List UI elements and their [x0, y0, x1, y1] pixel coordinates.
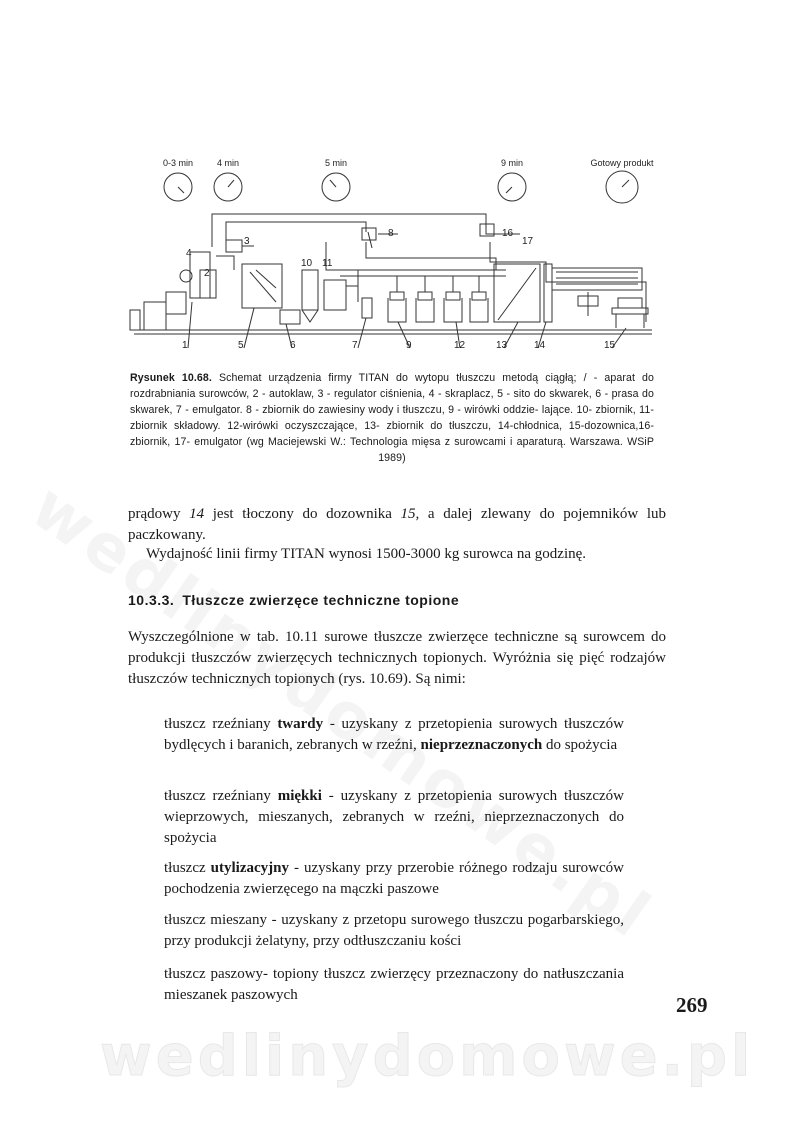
figure-caption: [130, 370, 654, 466]
section-number: 10.3.3.: [128, 592, 175, 608]
list-item: tłuszcz paszowy- topiony tłuszcz zwierzęcy przeznaczony do natłuszczania mieszanek paszowych: [164, 966, 624, 1003]
callout-3: 3: [244, 236, 250, 247]
gauge-label-2: 4 min: [216, 158, 240, 168]
paragraph-capacity: Wydajność linii firmy TITAN wynosi 1500-3000 kg surowca na godzinę.: [146, 546, 587, 562]
centrifuges: [362, 276, 488, 322]
ref-15: 15,: [400, 506, 420, 522]
caption-line-2: rozdrabniania surowców, 2 - autoklaw, 3 - regulator ciśnienia, 4 - skraplacz, 5 - sito do skwarek,: [130, 388, 592, 400]
section-title: Tłuszcze zwierzęce techniczne topione: [182, 592, 460, 608]
section-heading: [128, 592, 459, 608]
gauge-label-1: 0-3 min: [162, 158, 194, 168]
callout-4: 4: [186, 248, 192, 259]
list-item: tłuszcz utylizacyjny - uzyskany przy przerobie różnego rodzaju surowców pochodzenia zwierzęcego na mączki paszowe: [164, 860, 624, 897]
callout-9: 9: [406, 340, 412, 351]
watermark-bottom: wedlinydomowe.pl: [100, 1024, 755, 1089]
gauge-label-4: 9 min: [500, 158, 524, 168]
callout-10: 10: [301, 258, 313, 269]
callout-16: 16: [502, 228, 514, 239]
caption-line-3: 6 - prasa do skwarek, 7 - emulgator. 8 - zbiornik do zawiesiny wody i tłuszczu, 9 - wirówki oddzie-: [130, 388, 655, 416]
caption-line-1: Schemat urządzenia firmy TITAN do wytopu tłuszczu metodą ciągłą; / - aparat do: [218, 372, 654, 384]
callout-15: 15: [604, 340, 616, 351]
callout-5: 5: [238, 340, 244, 351]
paragraph-intro: Wyszczególnione w tab. 10.11 surowe tłuszcze zwierzęce techniczne są surowcem do produkcji tłuszczów zwierzęcych technicznych topionych. Wyróżnia się pięć rodzajów tłuszczów technicznych topionych (rys. 10.69). Są nimi:: [128, 629, 666, 687]
list-item: tłuszcz rzeźniany miękki - uzyskany z przetopienia surowych tłuszczów wieprzowych, mieszanych, zebranych w rzeźni, nieprzeznaczonych do spożycia: [164, 788, 624, 846]
callout-1: 1: [182, 340, 188, 351]
list-item: tłuszcz rzeźniany twardy - uzyskany z przetopienia surowych tłuszczów bydlęcych i baranich, zebranych w rzeźni, nieprzeznaczonych do spożycia: [164, 716, 624, 753]
caption-label: Rysunek 10.68.: [130, 372, 212, 384]
gauge-label-5: Gotowy produkt: [590, 158, 654, 168]
callout-13: 13: [496, 340, 508, 351]
caption-line-4: lające. 10- zbiornik, 11- zbiornik składowy. 12-wirówki oczyszczające, 13- zbiornik do tłuszczu,: [130, 404, 655, 432]
callout-6: 6: [290, 340, 296, 351]
list-item: tłuszcz mieszany - uzyskany z przetopu surowego tłuszczu pogarbarskiego, przy produkcji żelatyny, przy odtłuszczaniu kości: [164, 912, 624, 949]
callout-2: 2: [204, 268, 210, 279]
callout-14: 14: [534, 340, 546, 351]
callout-8: 8: [388, 228, 394, 239]
callout-17: 17: [522, 236, 534, 247]
gauge-label-3: 5 min: [324, 158, 348, 168]
callout-11: 11: [322, 258, 333, 269]
caption-line-5: 14-chłodnica, 15-dozownica,16-zbiornik, 17- emulgator (wg Maciejewski W.: Technologia mięsa: [130, 420, 654, 448]
paragraph-continuation: prądowy 14 jest tłoczony do dozownika 15, a dalej zlewany do pojemników lub paczkowany.: [128, 506, 666, 543]
callout-7: 7: [352, 340, 358, 351]
callout-12: 12: [454, 340, 466, 351]
ref-14: 14: [189, 506, 205, 522]
caption-line-6: z surowcami i aparaturą. Warszawa. WSiP 1989): [378, 436, 654, 464]
page-number: 269: [676, 993, 708, 1017]
titan-schematic-figure: [126, 152, 666, 362]
